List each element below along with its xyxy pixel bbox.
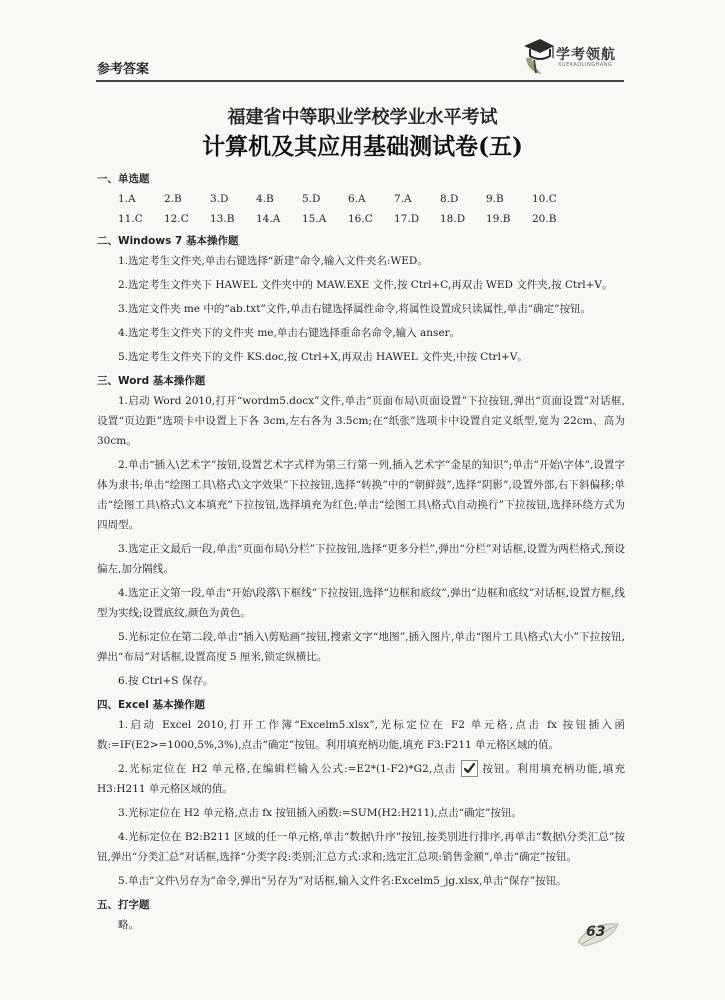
paragraph: 4.光标定位在 B2:B211 区域的任一单元格,单击“数据\升序”按钮,按类别进行排序,再单击“数据\分类汇总”按钮,弹出“分类汇总”对话框,选择“分类字段:类别;汇总方式:求和;选定汇总项:销售金额”,单击“确定”按钮。 — [97, 831, 625, 863]
answer-item: 8.D — [440, 193, 459, 205]
answer-item: 6.A — [348, 193, 366, 205]
paragraph: 3.光标定位在 H2 单元格,点击 fx 按钮插入函数:=SUM(H2:H211),点击“确定”按钮。 — [118, 807, 522, 819]
paragraph: 1.启动 Excel 2010,打开工作簿“Excelm5.xlsx”,光标定位在 F2 单元格,点击 fx 按钮插入函数:=IF(E2>=1000,5%,3%),点击“确定”按钮。利用填充柄功能,填充 F3:F211 单元格区域的值。 — [97, 719, 625, 751]
paper-title: 计算机及其应用基础测试卷(五) — [202, 133, 523, 160]
paragraph: 5.光标定位在第二段,单击“插入\剪贴画”按钮,搜索文字“地图”,插入图片,单击“图片工具\格式\大小”下拉按钮,弹出“布局”对话框,设置高度 5 厘米,锁定纵横比。 — [97, 631, 625, 663]
page-number: 63 — [586, 924, 606, 940]
answer-item: 1.A — [118, 193, 136, 205]
paragraph: 2.单击“插入\艺术字”按钮,设置艺术字式样为第三行第一列,插入艺术字“金星的知识”;单击“开始\字体”,设置字体为隶书;单击“绘图工具\格式\文字效果”下拉按钮,选择“转换”中的“朝鲜鼓”,选择“阴影”,设置外部,右下斜偏移;单击“绘图工具\格式\文本填充”下拉按钮,选择填充为红色;单击“绘图工具\格式\自动换行”下拉按钮,选择环绕方式为四周型。 — [97, 459, 625, 531]
paragraph: 6.按 Ctrl+S 保存。 — [118, 675, 214, 687]
logo-subtitle: XUEKAOLINGHANG — [558, 62, 613, 68]
answer-item: 14.A — [256, 213, 281, 225]
paragraph: 2.选定考生文件夹下 HAWEL 文件夹中的 MAW.EXE 文件,按 Ctrl+C,再双击 WED 文件夹,按 Ctrl+V。 — [118, 279, 613, 291]
checkmark-icon — [461, 760, 478, 777]
section-heading-windows: 二、Windows 7 基本操作题 — [97, 235, 239, 247]
answer-item: 13.B — [210, 213, 235, 225]
paragraph-with-icon — [97, 759, 625, 799]
paragraph: 1.选定考生文件夹,单击右键选择“新建”命令,输入文件夹名:WED。 — [118, 255, 428, 267]
section-heading-single-choice: 一、单选题 — [97, 173, 150, 185]
answer-item: 11.C — [118, 213, 143, 225]
section-heading-typing: 五、打字题 — [97, 899, 150, 911]
section-heading-excel: 四、Excel 基本操作题 — [97, 699, 206, 711]
answer-item: 3.D — [210, 193, 229, 205]
paragraph-text: 按钮。利用填充柄功能,填充 H3:H211 单元格区域的值。 — [97, 763, 625, 795]
answer-item: 18.D — [440, 213, 466, 225]
answer-item: 4.B — [256, 193, 274, 205]
header-label: 参考答案 — [97, 62, 150, 77]
answer-item: 10.C — [532, 193, 557, 205]
answer-content — [97, 167, 625, 939]
brand-logo — [520, 36, 630, 80]
answer-item: 20.B — [532, 213, 557, 225]
paragraph: 略。 — [118, 919, 139, 931]
paragraph: 1.启动 Word 2010,打开“wordm5.docx”文件,单击“页面布局\页面设置”下拉按钮,弹出“页面设置”对话框,设置“页边距”选项卡中设置上下各 3cm,左右各为 3.5cm;在“纸张”选项卡中设置自定义纸型,宽为 22cm、高为 30cm。 — [97, 395, 625, 447]
paragraph: 3.选定正文最后一段,单击“页面布局\分栏”下拉按钮,选择“更多分栏”,弹出“分栏”对话框,设置为两栏格式,预设偏左,加分隔线。 — [97, 543, 625, 575]
exam-title: 福建省中等职业学校学业水平考试 — [227, 107, 498, 128]
answer-item: 15.A — [302, 213, 327, 225]
answer-item: 5.D — [302, 193, 321, 205]
answer-item: 2.B — [164, 193, 182, 205]
answer-item: 19.B — [486, 213, 511, 225]
graduation-cap-icon — [520, 36, 556, 76]
paragraph: 3.选定文件夹 me 中的“ab.txt”文件,单击右键选择属性命令,将属性设置成只读属性,单击“确定”按钮。 — [118, 303, 592, 315]
paragraph: 4.选定正文第一段,单击“开始\段落\下框线”下拉按钮,选择“边框和底纹”,弹出“边框和底纹”对话框,设置方框,线型为实线;设置底纹,颜色为黄色。 — [97, 587, 625, 619]
answer-row-2 — [97, 209, 625, 229]
section-heading-word: 三、Word 基本操作题 — [97, 375, 206, 387]
answer-item: 16.C — [348, 213, 373, 225]
paragraph-text: 2.光标定位在 H2 单元格,在编辑栏输入公式:=E2*(1-F2)*G2,点击 — [118, 763, 457, 775]
answer-item: 12.C — [164, 213, 189, 225]
paragraph: 5.单击“文件\另存为”命令,弹出“另存为”对话框,输入文件名:Excelm5_jg.xlsx,单击“保存”按钮。 — [118, 875, 567, 887]
logo-title: 学考领航 — [556, 47, 616, 63]
header-divider — [96, 80, 624, 82]
answer-item: 9.B — [486, 193, 504, 205]
answer-item: 17.D — [394, 213, 420, 225]
answer-item: 7.A — [394, 193, 412, 205]
paragraph: 5.选定考生文件夹下的文件 KS.doc,按 Ctrl+X,再双击 HAWEL 文件夹,中按 Ctrl+V。 — [118, 351, 528, 363]
paragraph: 4.选定考生文件夹下的文件夹 me,单击右键选择重命名命令,输入 anser。 — [118, 327, 461, 339]
page-number-badge — [574, 920, 624, 948]
answer-row-1 — [97, 189, 625, 209]
